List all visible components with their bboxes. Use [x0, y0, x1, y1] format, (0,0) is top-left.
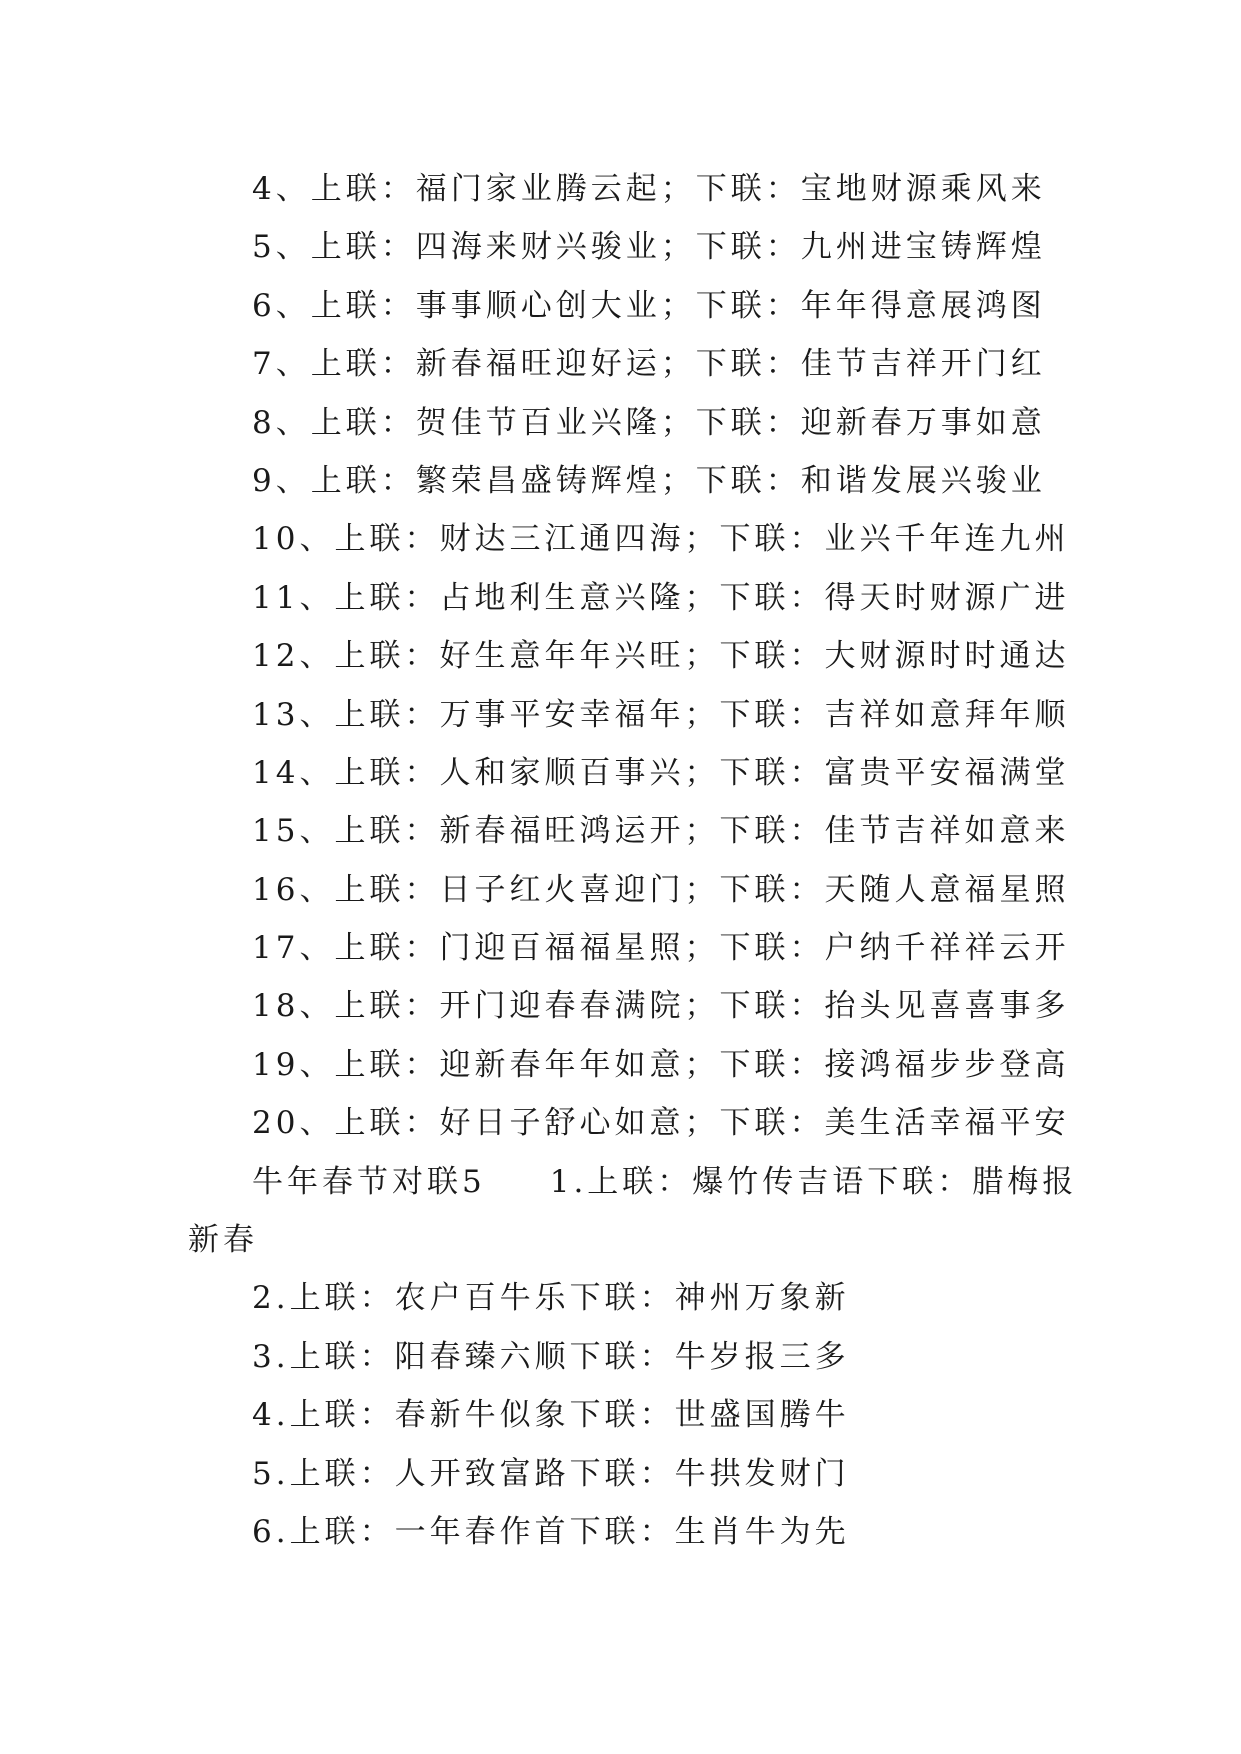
- document-body: [188, 160, 1088, 1561]
- couplet-line: 14、上联：人和家顺百事兴；下联：富贵平安福满堂: [252, 754, 1070, 791]
- section-item: 2.上联：农户百牛乐下联：神州万象新: [252, 1280, 850, 1317]
- couplet-line: 15、上联：新春福旺鸿运开；下联：佳节吉祥如意来: [252, 813, 1070, 850]
- couplet-line: 9、上联：繁荣昌盛铸辉煌；下联：和谐发展兴骏业: [252, 462, 1046, 499]
- couplet-line: 7、上联：新春福旺迎好运；下联：佳节吉祥开门红: [252, 346, 1046, 383]
- section-title: 牛年春节对联5: [252, 1163, 486, 1200]
- section-item: 4.上联：春新牛似象下联：世盛国腾牛: [252, 1397, 850, 1434]
- couplet-line: 17、上联：门迎百福福星照；下联：户纳千祥祥云开: [252, 930, 1070, 967]
- couplet-line: 10、上联：财达三江通四海；下联：业兴千年连九州: [252, 521, 1070, 558]
- couplet-line: 20、上联：好日子舒心如意；下联：美生活幸福平安: [252, 1105, 1070, 1142]
- couplet-line: 13、上联：万事平安幸福年；下联：吉祥如意拜年顺: [252, 696, 1070, 733]
- couplet-line: 5、上联：四海来财兴骏业；下联：九州进宝铸辉煌: [252, 229, 1046, 266]
- section-item: 3.上联：阳春臻六顺下联：牛岁报三多: [252, 1338, 850, 1375]
- couplet-line: 16、上联：日子红火喜迎门；下联：天随人意福星照: [252, 871, 1070, 908]
- section-item: 5.上联：人开致富路下联：牛拱发财门: [252, 1455, 850, 1492]
- couplet-line: 4、上联：福门家业腾云起；下联：宝地财源乘风来: [252, 171, 1046, 207]
- couplet-line: 12、上联：好生意年年兴旺；下联：大财源时时通达: [252, 638, 1070, 675]
- section-first-item-wrap: 新春: [188, 1222, 258, 1259]
- couplet-line: 8、上联：贺佳节百业兴隆；下联：迎新春万事如意: [252, 404, 1046, 441]
- couplet-line: 18、上联：开门迎春春满院；下联：抬头见喜喜事多: [252, 988, 1070, 1025]
- section-first-item: 1.上联：爆竹传吉语下联：腊梅报: [549, 1163, 1078, 1200]
- section-heading-line: [188, 1153, 1088, 1211]
- couplet-line: 19、上联：迎新春年年如意；下联：接鸿福步步登高: [252, 1046, 1070, 1083]
- couplet-line: 11、上联：占地利生意兴隆；下联：得天时财源广进: [252, 579, 1070, 616]
- section-item: 6.上联：一年春作首下联：生肖牛为先: [252, 1513, 850, 1550]
- couplet-line: 6、上联：事事顺心创大业；下联：年年得意展鸿图: [252, 287, 1046, 324]
